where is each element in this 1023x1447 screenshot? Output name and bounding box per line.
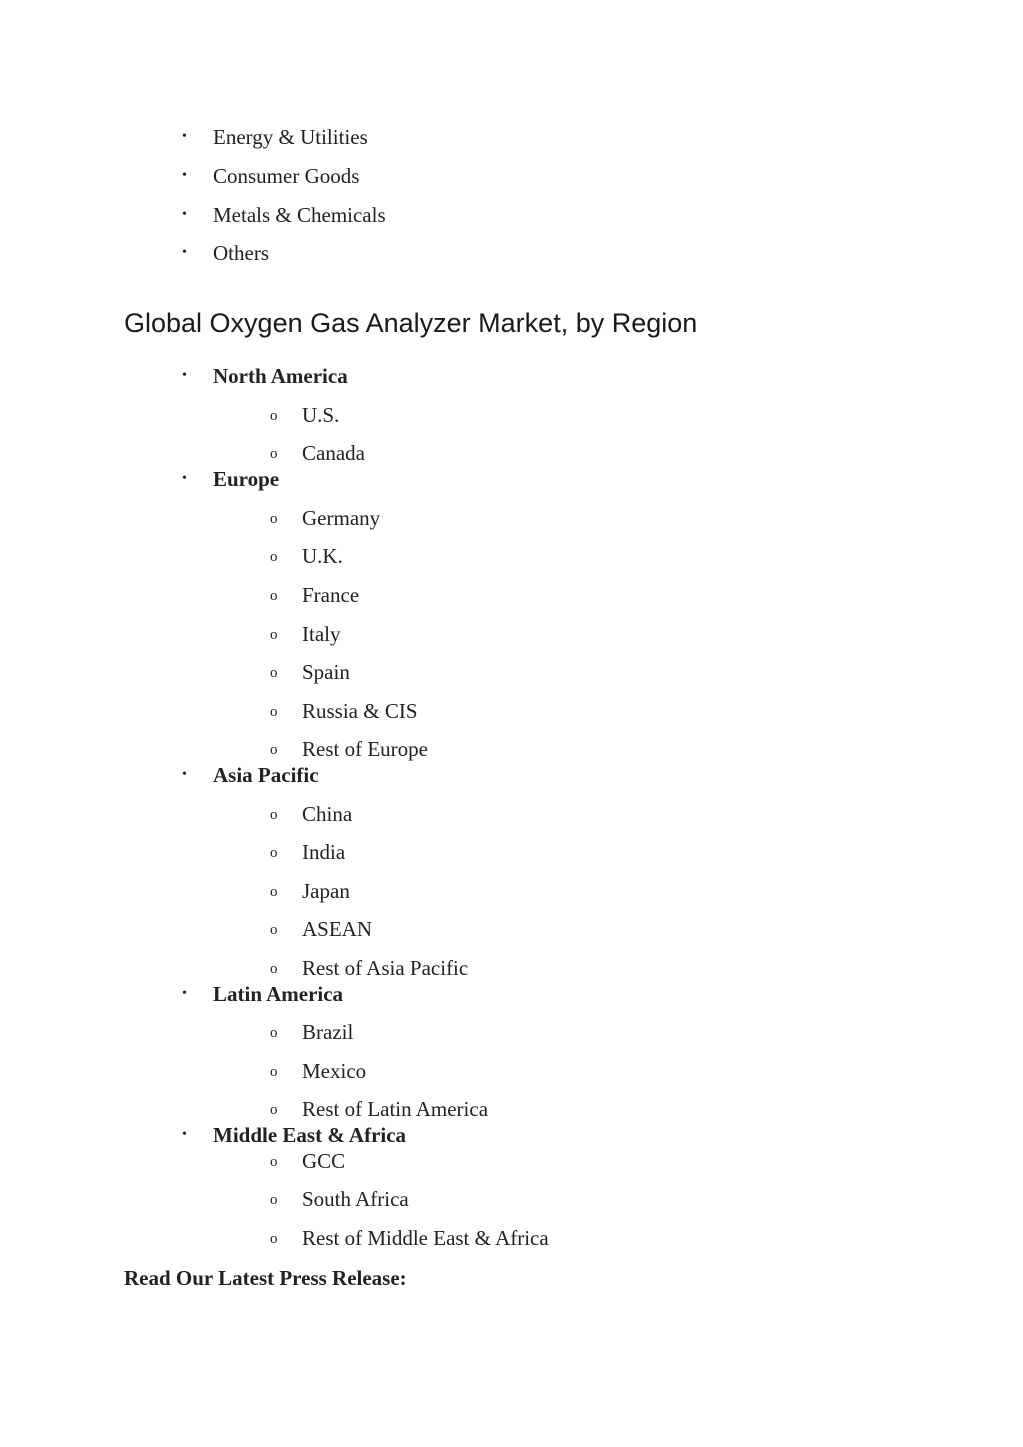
country-label: Rest of Europe bbox=[302, 737, 428, 761]
bullet-icon: • bbox=[182, 207, 187, 222]
bullet-icon: • bbox=[182, 471, 187, 486]
circle-bullet-icon: o bbox=[270, 845, 278, 861]
region-label: Europe bbox=[213, 467, 280, 491]
country-label: Japan bbox=[302, 879, 350, 903]
circle-bullet-icon: o bbox=[270, 665, 278, 681]
circle-bullet-icon: o bbox=[270, 1064, 278, 1080]
country-label: Brazil bbox=[302, 1020, 354, 1044]
circle-bullet-icon: o bbox=[270, 807, 278, 823]
country-label: France bbox=[302, 583, 360, 607]
circle-bullet-icon: o bbox=[270, 511, 278, 527]
circle-bullet-icon: o bbox=[270, 1025, 278, 1041]
country-label: Germany bbox=[302, 506, 381, 530]
list-item-label: Others bbox=[213, 241, 269, 265]
country-label: GCC bbox=[302, 1149, 346, 1173]
bullet-icon: • bbox=[182, 767, 187, 782]
bullet-icon: • bbox=[182, 245, 187, 260]
circle-bullet-icon: o bbox=[270, 1154, 278, 1170]
circle-bullet-icon: o bbox=[270, 1192, 278, 1208]
region-label: Middle East & Africa bbox=[213, 1123, 407, 1147]
country-label: China bbox=[302, 802, 353, 826]
circle-bullet-icon: o bbox=[270, 627, 278, 643]
country-label: Canada bbox=[302, 441, 365, 465]
circle-bullet-icon: o bbox=[270, 408, 278, 424]
circle-bullet-icon: o bbox=[270, 1231, 278, 1247]
country-label: India bbox=[302, 840, 346, 864]
circle-bullet-icon: o bbox=[270, 1102, 278, 1118]
list-item-label: Energy & Utilities bbox=[213, 125, 368, 149]
bullet-icon: • bbox=[182, 986, 187, 1001]
country-label: Rest of Middle East & Africa bbox=[302, 1226, 549, 1250]
country-label: Mexico bbox=[302, 1059, 367, 1083]
section-title: Global Oxygen Gas Analyzer Market, by Region bbox=[124, 308, 698, 338]
circle-bullet-icon: o bbox=[270, 922, 278, 938]
bullet-icon: • bbox=[182, 368, 187, 383]
list-item-label: Metals & Chemicals bbox=[213, 203, 386, 227]
circle-bullet-icon: o bbox=[270, 446, 278, 462]
country-label: Russia & CIS bbox=[302, 699, 418, 723]
country-label: Rest of Asia Pacific bbox=[302, 956, 469, 980]
circle-bullet-icon: o bbox=[270, 961, 278, 977]
bullet-icon: • bbox=[182, 168, 187, 183]
bullet-icon: • bbox=[182, 129, 187, 144]
country-label: Rest of Latin America bbox=[302, 1097, 489, 1121]
circle-bullet-icon: o bbox=[270, 588, 278, 604]
press-release-label: Read Our Latest Press Release: bbox=[124, 1266, 407, 1290]
country-label: Italy bbox=[302, 622, 341, 646]
region-label: Asia Pacific bbox=[213, 763, 319, 787]
country-label: ASEAN bbox=[302, 917, 373, 941]
country-label: U.K. bbox=[302, 544, 343, 568]
circle-bullet-icon: o bbox=[270, 884, 278, 900]
list-item-label: Consumer Goods bbox=[213, 164, 360, 188]
region-label: North America bbox=[213, 364, 348, 388]
country-label: U.S. bbox=[302, 403, 340, 427]
bullet-icon: • bbox=[182, 1127, 187, 1142]
country-label: Spain bbox=[302, 660, 350, 684]
circle-bullet-icon: o bbox=[270, 742, 278, 758]
circle-bullet-icon: o bbox=[270, 549, 278, 565]
country-label: South Africa bbox=[302, 1187, 409, 1211]
region-label: Latin America bbox=[213, 982, 344, 1006]
circle-bullet-icon: o bbox=[270, 704, 278, 720]
